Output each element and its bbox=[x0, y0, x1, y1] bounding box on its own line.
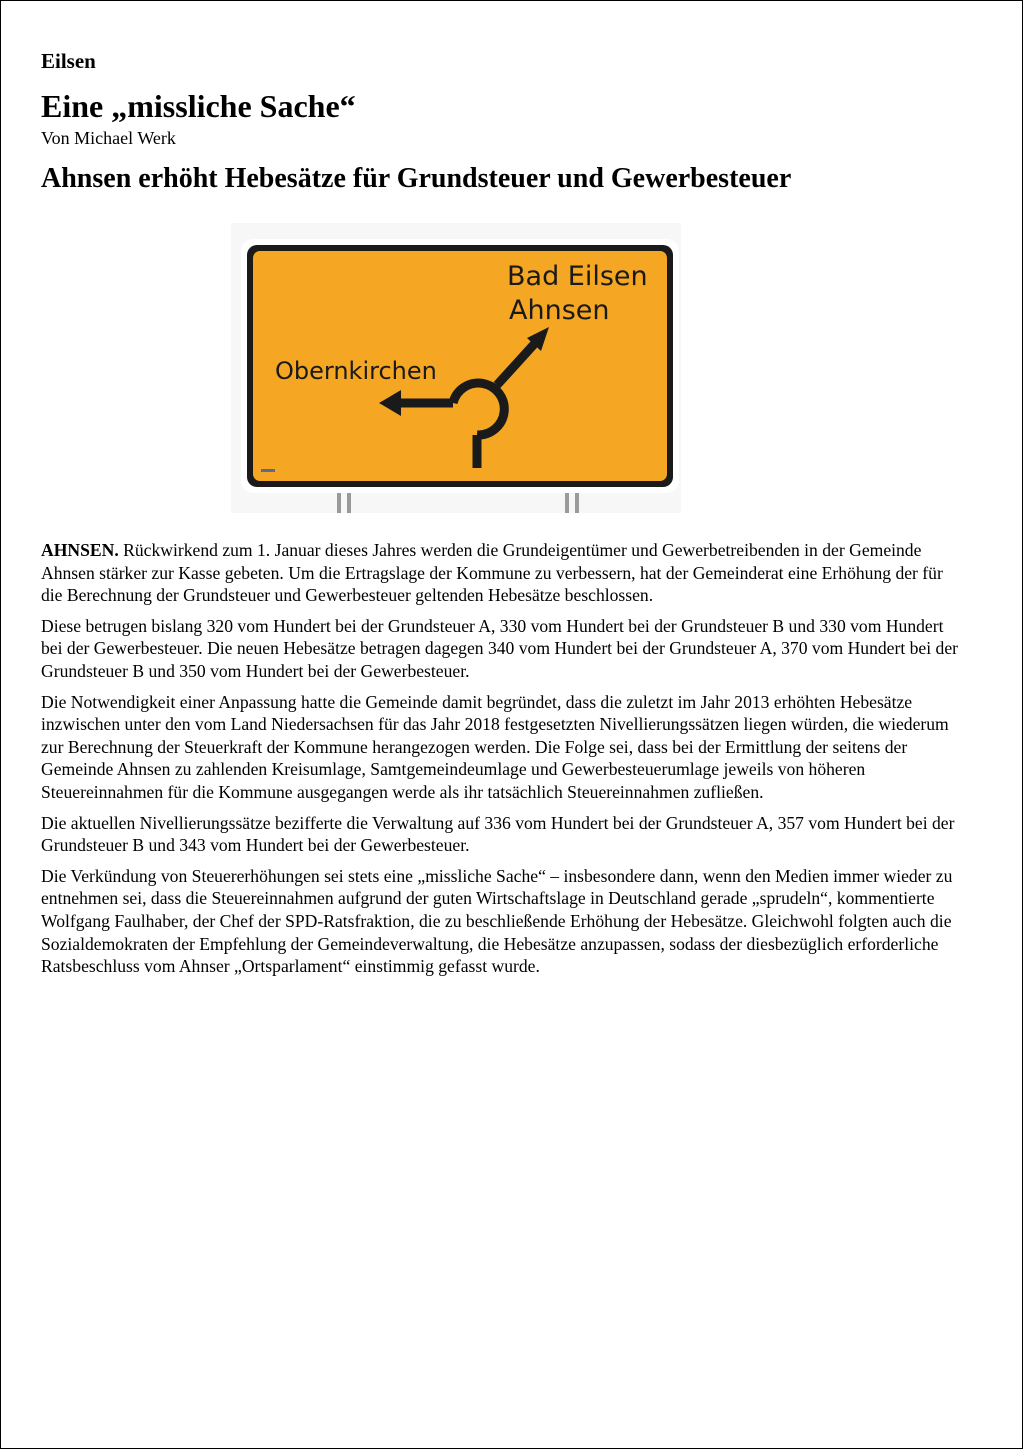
article-body bbox=[41, 539, 961, 986]
byline: Von Michael Werk bbox=[41, 128, 176, 148]
headline: Eine „missliche Sache“ bbox=[41, 88, 356, 124]
sign-maker-mark bbox=[261, 469, 275, 472]
sign-destination-top-1: Bad Eilsen bbox=[507, 261, 648, 292]
subheadline: Ahnsen erhöht Hebesätze für Grundsteuer und Gewerbesteuer bbox=[41, 163, 792, 194]
lead-text: Rückwirkend zum 1. Januar dieses Jahres werden die Grundeigentümer und Gewerbetreibenden in der Gemeinde Ahnsen stärker zur Kasse gebeten. Um die Ertragslage der Kommune zu verbessern, hat der Gemeinderat eine Erhöhung der für die Berechnung der Grundsteuer und Gewerbesteuer geltenden Hebesätze beschlossen. bbox=[41, 540, 943, 606]
lead-paragraph bbox=[41, 539, 961, 607]
road-sign-illustration bbox=[231, 223, 681, 513]
section-label: Eilsen bbox=[41, 49, 96, 73]
sign-destination-left: Obernkirchen bbox=[275, 357, 437, 385]
road-sign-photo bbox=[231, 223, 681, 513]
body-paragraph: Die aktuellen Nivellierungssätze bezifferte die Verwaltung auf 336 vom Hundert bei der Grundsteuer A, 357 vom Hundert bei der Grundsteuer B und 343 vom Hundert bei der Gewerbesteuer. bbox=[41, 812, 955, 856]
sign-destination-top-2: Ahnsen bbox=[509, 295, 610, 326]
body-paragraph: Die Notwendigkeit einer Anpassung hatte die Gemeinde damit begründet, dass die zuletzt im Jahr 2013 erhöhten Hebesätze inzwischen unter den vom Land Niedersachsen für das Jahr 2018 festgesetzten Nivellierungssätzen liegen würden, die wiederum zur Berechnung der Steuerkraft der Kommune herangezogen werden. Die Folge sei, dass bei der Ermittlung der seitens der Gemeinde Ahnsen zu zahlenden Kreisumlage, Samtgemeindeumlage und Gewerbesteuerumlage jeweils von höheren Steuereinnahmen für die Kommune ausgegangen werde als ihr tatsächlich Steuereinnahmen zufließen. bbox=[41, 691, 949, 802]
body-paragraph: Die Verkündung von Steuererhöhungen sei stets eine „missliche Sache“ – insbesondere dann, wenn den Medien immer wieder zu entnehmen sei, dass die Steuereinnahmen aufgrund der guten Wirtschaftslage in Deutschland gerade „sprudeln“, kommentierte Wolfgang Faulhaber, der Chef der SPD-Ratsfraktion, die zu beschließende Erhöhung der Hebesätze. Gleichwohl folgten auch die Sozialdemokraten der Empfehlung der Gemeindeverwaltung, die Hebesätze anzupassen, sodass der diesbezüglich erforderliche Ratsbeschluss vom Ahnser „Ortsparlament“ einstimmig gefasst wurde. bbox=[41, 865, 953, 977]
body-paragraph: Diese betrugen bislang 320 vom Hundert bei der Grundsteuer A, 330 vom Hundert bei der Grundsteuer B und 330 vom Hundert bei der Gewerbesteuer. Die neuen Hebesätze betragen dagegen 340 vom Hundert bei der Grundsteuer A, 370 vom Hundert bei der Grundsteuer B und 350 vom Hundert bei der Gewerbesteuer. bbox=[41, 615, 958, 681]
dateline: AHNSEN. bbox=[41, 540, 119, 560]
